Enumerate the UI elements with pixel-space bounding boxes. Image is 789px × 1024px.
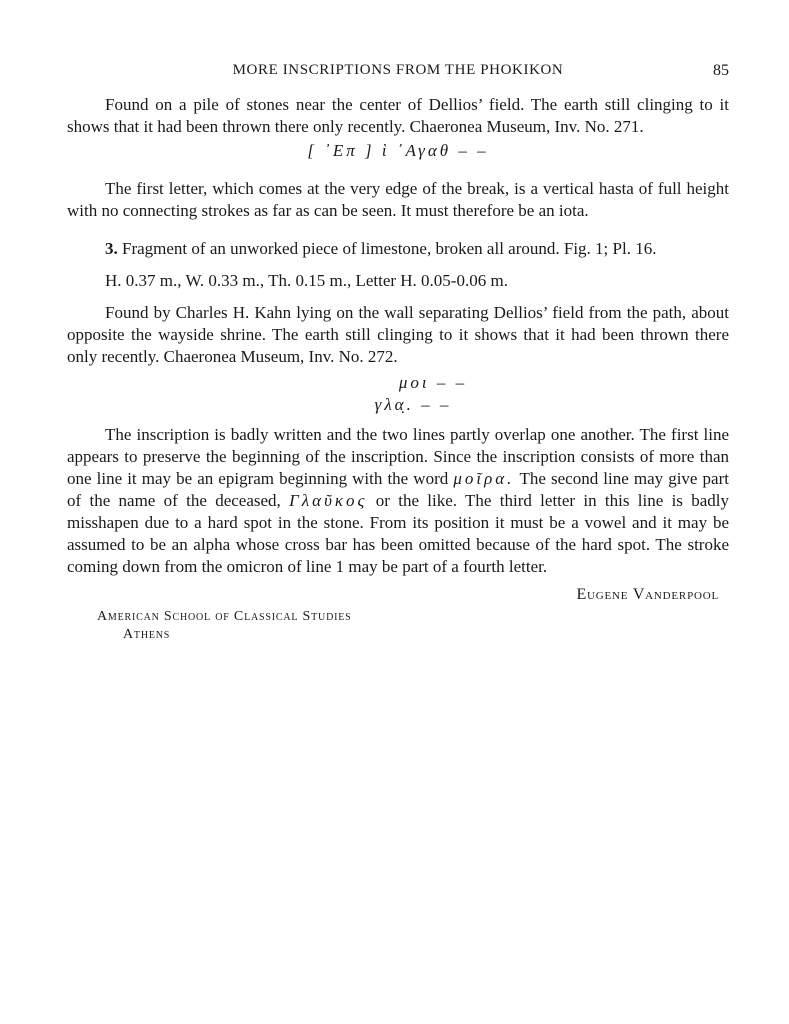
inscription-271: [ ᾿Επ ] ὶ ᾿Αγαθ – – bbox=[307, 141, 489, 160]
running-head bbox=[67, 58, 729, 84]
author-signature: Eugene Vanderpool bbox=[576, 586, 719, 603]
discussion-paragraph bbox=[67, 424, 729, 578]
running-title: MORE INSCRIPTIONS FROM THE PHOKIKON bbox=[232, 62, 564, 78]
page bbox=[67, 58, 729, 644]
inscription-272-line-2: γλα̣. – – bbox=[374, 395, 452, 414]
find-location-paragraph-272: Found by Charles H. Kahn lying on the wall separating Dellios’ field from the path, about opposite the wayside shrine. The earth still clinging to it shows that it had been thrown there only recently. Chaeronea Museum, Inv. No. 272. bbox=[67, 303, 729, 366]
discussion-part-3: or the like. The third letter in this line is badly misshapen due to a hard spot in the stone. From its position it must be a vowel and it may be assumed to be an alpha whose cross bar has been omitted because of the hard spot. The stroke coming down from the omicron of line 1 may be part of a fourth letter. bbox=[67, 491, 729, 576]
find-location-paragraph-271: Found on a pile of stones near the center of Dellios’ field. The earth still clinging to it shows that it had been thrown there only recently. Chaeronea Museum, Inv. No. 271. bbox=[67, 95, 729, 136]
discussion-part-2: The second line may give part of the name of the deceased, bbox=[67, 469, 729, 510]
inscription-272-line-1: μοι – – bbox=[398, 373, 468, 392]
page-number: 85 bbox=[713, 62, 729, 79]
greek-word-moira: μοῖρα. bbox=[453, 469, 515, 488]
greek-word-glaukos: Γλαῦκος bbox=[289, 491, 368, 510]
first-letter-paragraph: The first letter, which comes at the very edge of the break, is a vertical hasta of full height with no connecting strokes as far as can be seen. It must therefore be an iota. bbox=[67, 179, 729, 220]
institution-name: American School of Classical Studies bbox=[97, 609, 352, 624]
institution-city: Athens bbox=[123, 627, 171, 642]
item-3-heading bbox=[67, 238, 729, 260]
item-description: Fragment of an unworked piece of limestone, broken all around. Fig. 1; Pl. 16. bbox=[122, 239, 657, 258]
affiliation bbox=[97, 608, 729, 644]
discussion-part-1: The inscription is badly written and the two lines partly overlap one another. The first line appears to preserve the beginning of the inscription. Since the inscription consists of more than one line it may be an epigram beginning with the word bbox=[67, 425, 729, 488]
item-number: 3. bbox=[105, 239, 118, 258]
item-dimensions: H. 0.37 m., W. 0.33 m., Th. 0.15 m., Letter H. 0.05-0.06 m. bbox=[105, 271, 508, 290]
